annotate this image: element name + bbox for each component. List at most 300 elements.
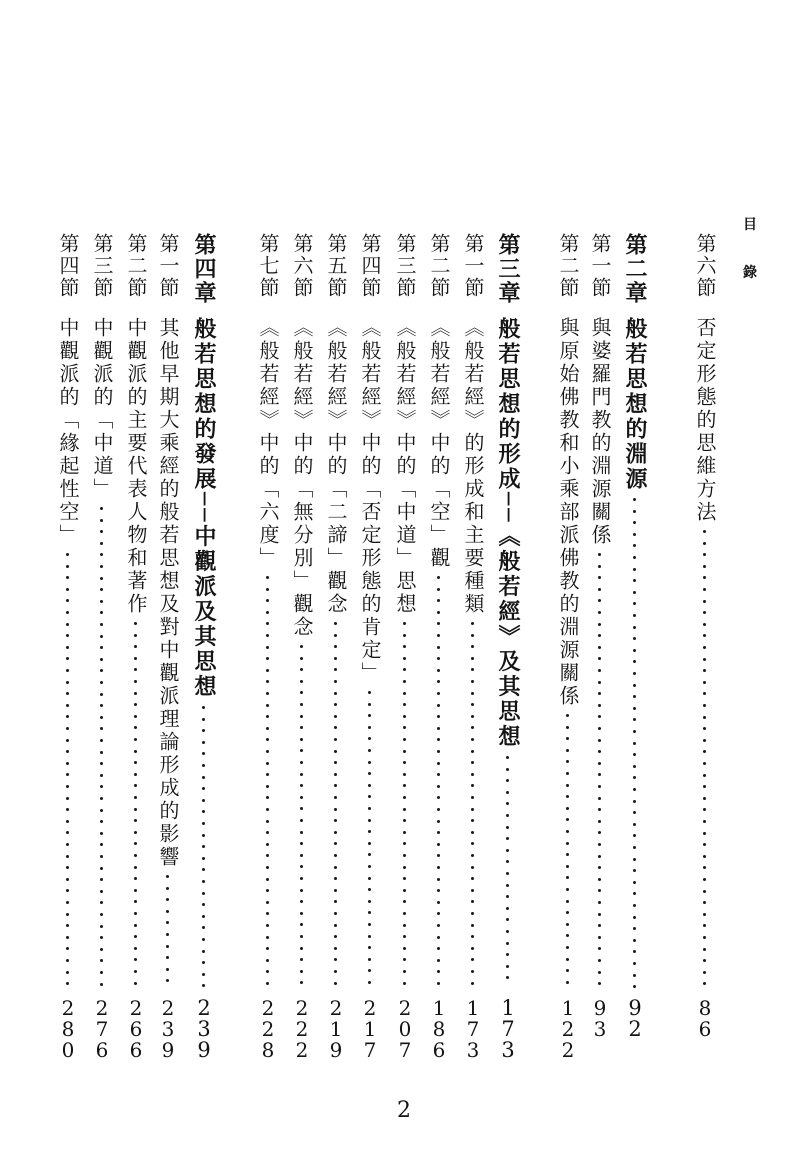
- leader-dot: [334, 808, 337, 811]
- entry-page-number: [493, 998, 523, 1061]
- leader-dot: [403, 715, 406, 718]
- leader-dot: [66, 599, 69, 602]
- leader-dot: [100, 658, 103, 661]
- leader-dot: [100, 553, 103, 556]
- leader-dot: [566, 958, 569, 961]
- leader-dot: [403, 854, 406, 857]
- leader-dot: [100, 623, 103, 626]
- toc-section-entry[interactable]: [355, 233, 385, 1073]
- toc-chapter-entry[interactable]: [620, 233, 650, 1073]
- dot-leader: [300, 645, 304, 988]
- dot-leader: [266, 576, 270, 988]
- leader-dot: [566, 795, 569, 798]
- leader-dot: [202, 973, 205, 976]
- leader-dot: [334, 715, 337, 718]
- leader-dot: [566, 784, 569, 787]
- leader-dot: [471, 657, 474, 660]
- leader-dot: [334, 657, 337, 660]
- page-digit: 2: [261, 1017, 275, 1041]
- leader-dot: [471, 622, 474, 625]
- leader-dot: [403, 970, 406, 973]
- page-digit: 6: [698, 1017, 712, 1041]
- leader-dot: [266, 738, 269, 741]
- leader-dot: [334, 842, 337, 845]
- leader-dot: [598, 576, 601, 579]
- leader-dot: [437, 982, 440, 985]
- leader-dot: [471, 900, 474, 903]
- page-digit: 2: [161, 996, 175, 1020]
- leader-dot: [100, 577, 103, 580]
- leader-dot: [300, 657, 303, 660]
- leader-dot: [266, 599, 269, 602]
- leader-dot: [368, 795, 371, 798]
- leader-dot: [506, 814, 509, 817]
- leader-dot: [368, 969, 371, 972]
- leader-dot: [100, 936, 103, 939]
- entry-label: 第六節: [290, 233, 314, 299]
- leader-dot: [703, 901, 706, 904]
- leader-dot: [100, 925, 103, 928]
- toc-section-entry[interactable]: [287, 233, 317, 1073]
- leader-dot: [598, 773, 601, 776]
- leader-dot: [703, 530, 706, 533]
- leader-dot: [134, 761, 137, 764]
- leader-dot: [403, 726, 406, 729]
- leader-dot: [134, 715, 137, 718]
- entry-title: 《般若經》中的「六度」: [256, 317, 280, 570]
- leader-dot: [66, 669, 69, 672]
- leader-dot: [403, 889, 406, 892]
- leader-dot: [437, 657, 440, 660]
- page-digit: 2: [295, 1038, 309, 1062]
- leader-dot: [166, 933, 169, 936]
- leader-dot: [134, 842, 137, 845]
- leader-dot: [437, 634, 440, 637]
- leader-dot: [134, 634, 137, 637]
- leader-dot: [100, 565, 103, 568]
- leader-dot: [334, 622, 337, 625]
- leader-dot: [202, 984, 205, 987]
- entry-title: 其他早期大乘經的般若思想及對中觀派理論形成的影響: [156, 317, 180, 869]
- leader-dot: [368, 703, 371, 706]
- leader-dot: [471, 877, 474, 880]
- leader-dot: [202, 903, 205, 906]
- leader-dot: [134, 750, 137, 753]
- leader-dot: [598, 924, 601, 927]
- page-digit: 1: [561, 996, 575, 1020]
- leader-dot: [471, 970, 474, 973]
- leader-dot: [66, 715, 69, 718]
- page-digit: 2: [61, 996, 75, 1020]
- leader-dot: [334, 750, 337, 753]
- leader-dot: [633, 811, 636, 814]
- leader-dot: [598, 843, 601, 846]
- leader-dot: [566, 726, 569, 729]
- leader-dot: [506, 802, 509, 805]
- leader-dot: [471, 715, 474, 718]
- leader-dot: [598, 808, 601, 811]
- leader-dot: [368, 819, 371, 822]
- toc-section-entry[interactable]: [458, 233, 488, 1073]
- page-digit: 8: [432, 1017, 446, 1041]
- leader-dot: [437, 866, 440, 869]
- page-digit: 2: [628, 1017, 642, 1041]
- toc-section-entry[interactable]: [424, 233, 454, 1073]
- leader-dot: [266, 704, 269, 707]
- leader-dot: [134, 924, 137, 927]
- leader-dot: [134, 889, 137, 892]
- leader-dot: [566, 923, 569, 926]
- leader-dot: [437, 680, 440, 683]
- leader-dot: [633, 649, 636, 652]
- leader-dot: [506, 779, 509, 782]
- entry-page-number: [690, 998, 720, 1040]
- entry-title: 《般若經》中的「無分別」觀念: [290, 317, 314, 639]
- page-digit: 6: [129, 1017, 143, 1041]
- page-digit: 7: [501, 1017, 515, 1041]
- toc-section-entry[interactable]: [153, 233, 183, 1073]
- leader-dot: [506, 860, 509, 863]
- leader-dot: [266, 889, 269, 892]
- entry-label: 第五節: [324, 233, 348, 299]
- leader-dot: [202, 787, 205, 790]
- leader-dot: [703, 832, 706, 835]
- leader-dot: [437, 843, 440, 846]
- page-digit: 2: [197, 996, 211, 1020]
- leader-dot: [703, 542, 706, 545]
- leader-dot: [134, 935, 137, 938]
- entry-title: 《般若經》中的「空」觀: [427, 317, 451, 570]
- leader-dot: [633, 591, 636, 594]
- leader-dot: [471, 703, 474, 706]
- toc-section-entry[interactable]: [53, 233, 83, 1073]
- leader-dot: [598, 565, 601, 568]
- leader-dot: [334, 692, 337, 695]
- leader-dot: [134, 900, 137, 903]
- leader-dot: [598, 785, 601, 788]
- leader-dot: [598, 588, 601, 591]
- leader-dot: [368, 981, 371, 984]
- leader-dot: [703, 704, 706, 707]
- entry-page-number: [121, 998, 151, 1061]
- leader-dot: [471, 668, 474, 671]
- page-digit: 6: [129, 1038, 143, 1062]
- leader-dot: [598, 611, 601, 614]
- leader-dot: [598, 634, 601, 637]
- leader-dot: [703, 774, 706, 777]
- leader-dot: [368, 888, 371, 891]
- leader-dot: [66, 588, 69, 591]
- leader-dot: [368, 761, 371, 764]
- leader-dot: [703, 959, 706, 962]
- leader-dot: [598, 553, 601, 556]
- leader-dot: [703, 982, 706, 985]
- page-digit: 2: [95, 996, 109, 1020]
- leader-dot: [403, 958, 406, 961]
- leader-dot: [334, 796, 337, 799]
- leader-dot: [266, 820, 269, 823]
- leader-dot: [266, 576, 269, 579]
- leader-dot: [266, 646, 269, 649]
- leader-dot: [334, 784, 337, 787]
- leader-dot: [300, 877, 303, 880]
- leader-dot: [598, 704, 601, 707]
- leader-dot: [300, 923, 303, 926]
- leader-dot: [633, 707, 636, 710]
- entry-label: 第一節: [156, 233, 180, 299]
- entry-label: 第二節: [556, 233, 580, 299]
- leader-dot: [633, 927, 636, 930]
- toc-section-entry[interactable]: [121, 233, 151, 1073]
- leader-dot: [703, 750, 706, 753]
- leader-dot: [403, 819, 406, 822]
- leader-dot: [633, 510, 636, 513]
- leader-dot: [403, 773, 406, 776]
- entry-label: 第一節: [461, 233, 485, 299]
- toc-section-entry[interactable]: [321, 233, 351, 1073]
- leader-dot: [66, 901, 69, 904]
- toc-section-entry[interactable]: [87, 233, 117, 1073]
- page-digit: 2: [295, 1017, 309, 1041]
- leader-dot: [266, 657, 269, 660]
- leader-dot: [266, 901, 269, 904]
- entry-label: 第二節: [427, 233, 451, 299]
- leader-dot: [334, 866, 337, 869]
- leader-dot: [598, 715, 601, 718]
- page-digit: 7: [363, 1038, 377, 1062]
- entry-title: 與原始佛教和小乘部派佛教的淵源關係: [556, 317, 580, 708]
- leader-dot: [703, 600, 706, 603]
- leader-dot: [703, 808, 706, 811]
- leader-dot: [166, 910, 169, 913]
- entry-page-number: [390, 998, 420, 1061]
- page-digit: 9: [593, 996, 607, 1020]
- dot-leader: [202, 706, 206, 988]
- leader-dot: [566, 934, 569, 937]
- leader-dot: [598, 657, 601, 660]
- dot-leader: [334, 622, 338, 988]
- page-digit: 2: [129, 996, 143, 1020]
- leader-dot: [134, 947, 137, 950]
- leader-dot: [66, 576, 69, 579]
- leader-dot: [437, 704, 440, 707]
- leader-dot: [633, 985, 636, 988]
- leader-dot: [703, 681, 706, 684]
- entry-title: 與婆羅門教的淵源關係: [588, 317, 612, 547]
- leader-dot: [134, 866, 137, 869]
- leader-dot: [471, 982, 474, 985]
- leader-dot: [703, 553, 706, 556]
- leader-dot: [368, 900, 371, 903]
- leader-dot: [703, 924, 706, 927]
- leader-dot: [403, 808, 406, 811]
- leader-dot: [506, 826, 509, 829]
- toc-section-entry[interactable]: [690, 233, 720, 1073]
- leader-dot: [100, 507, 103, 510]
- leader-dot: [202, 741, 205, 744]
- leader-dot: [300, 947, 303, 950]
- leader-dot: [202, 822, 205, 825]
- leader-dot: [134, 726, 137, 729]
- leader-dot: [703, 971, 706, 974]
- page-digit: 9: [628, 996, 642, 1020]
- leader-dot: [633, 788, 636, 791]
- leader-dot: [66, 913, 69, 916]
- leader-dot: [437, 692, 440, 695]
- leader-dot: [100, 542, 103, 545]
- leader-dot: [471, 773, 474, 776]
- page-digit: 7: [466, 1017, 480, 1041]
- entry-page-number: [53, 998, 83, 1061]
- leader-dot: [633, 892, 636, 895]
- toc-chapter-entry[interactable]: [189, 233, 219, 1073]
- leader-dot: [403, 982, 406, 985]
- leader-dot: [633, 881, 636, 884]
- leader-dot: [703, 820, 706, 823]
- leader-dot: [598, 866, 601, 869]
- toc-section-entry[interactable]: [585, 233, 615, 1073]
- leader-dot: [100, 762, 103, 765]
- leader-dot: [266, 796, 269, 799]
- leader-dot: [166, 956, 169, 959]
- leader-dot: [403, 877, 406, 880]
- leader-dot: [471, 866, 474, 869]
- leader-dot: [300, 691, 303, 694]
- leader-dot: [134, 692, 137, 695]
- leader-dot: [368, 714, 371, 717]
- leader-dot: [566, 888, 569, 891]
- leader-dot: [437, 576, 440, 579]
- leader-dot: [506, 768, 509, 771]
- leader-dot: [506, 895, 509, 898]
- leader-dot: [202, 845, 205, 848]
- leader-dot: [100, 959, 103, 962]
- leader-dot: [566, 900, 569, 903]
- leader-dot: [202, 938, 205, 941]
- entry-label: 第六節: [693, 233, 717, 299]
- leader-dot: [566, 876, 569, 879]
- leader-dot: [598, 971, 601, 974]
- entry-page-number: [458, 998, 488, 1061]
- leader-dot: [334, 645, 337, 648]
- page-digit: 3: [197, 1017, 211, 1041]
- leader-dot: [100, 588, 103, 591]
- leader-dot: [134, 773, 137, 776]
- leader-dot: [703, 762, 706, 765]
- leader-dot: [368, 946, 371, 949]
- leader-dot: [368, 749, 371, 752]
- leader-dot: [598, 901, 601, 904]
- leader-dot: [134, 738, 137, 741]
- leader-dot: [471, 738, 474, 741]
- leader-dot: [66, 982, 69, 985]
- leader-dot: [598, 646, 601, 649]
- dot-leader: [633, 498, 637, 988]
- leader-dot: [66, 623, 69, 626]
- leader-dot: [403, 935, 406, 938]
- leader-dot: [437, 831, 440, 834]
- leader-dot: [66, 739, 69, 742]
- leader-dot: [703, 565, 706, 568]
- page-digit: 3: [593, 1017, 607, 1041]
- leader-dot: [266, 878, 269, 881]
- leader-dot: [633, 858, 636, 861]
- leader-dot: [368, 865, 371, 868]
- leader-dot: [633, 904, 636, 907]
- leader-dot: [266, 680, 269, 683]
- toc-section-entry[interactable]: [390, 233, 420, 1073]
- leader-dot: [403, 947, 406, 950]
- leader-dot: [100, 913, 103, 916]
- leader-dot: [66, 727, 69, 730]
- entry-page-number: [321, 998, 351, 1061]
- leader-dot: [166, 921, 169, 924]
- leader-dot: [300, 645, 303, 648]
- leader-dot: [66, 947, 69, 950]
- toc-section-entry[interactable]: [553, 233, 583, 1073]
- page-digit: 2: [295, 996, 309, 1020]
- leader-dot: [300, 900, 303, 903]
- leader-dot: [66, 565, 69, 568]
- leader-dot: [300, 970, 303, 973]
- entry-page-number: [620, 998, 650, 1040]
- leader-dot: [368, 830, 371, 833]
- leader-dot: [368, 726, 371, 729]
- entry-label: 第三章: [495, 233, 521, 305]
- leader-dot: [633, 695, 636, 698]
- leader-dot: [334, 634, 337, 637]
- leader-dot: [300, 854, 303, 857]
- leader-dot: [300, 807, 303, 810]
- entry-title: 《般若經》中的「中道」思想: [393, 317, 417, 616]
- leader-dot: [703, 948, 706, 951]
- leader-dot: [300, 715, 303, 718]
- leader-dot: [66, 553, 69, 556]
- leader-dot: [703, 623, 706, 626]
- page-digit: 9: [161, 1038, 175, 1062]
- toc-section-entry[interactable]: [253, 233, 283, 1073]
- page-digit: 6: [95, 1038, 109, 1062]
- leader-dot: [703, 890, 706, 893]
- leader-dot: [598, 959, 601, 962]
- leader-dot: [368, 772, 371, 775]
- leader-dot: [471, 958, 474, 961]
- leader-dot: [703, 658, 706, 661]
- leader-dot: [166, 898, 169, 901]
- leader-dot: [703, 739, 706, 742]
- leader-dot: [134, 831, 137, 834]
- leader-dot: [471, 831, 474, 834]
- entry-page-number: [87, 998, 117, 1061]
- page-digit: 0: [61, 1038, 75, 1062]
- leader-dot: [66, 808, 69, 811]
- leader-dot: [403, 750, 406, 753]
- page-digit: 9: [197, 1038, 211, 1062]
- leader-dot: [506, 965, 509, 968]
- leader-dot: [266, 611, 269, 614]
- leader-dot: [598, 623, 601, 626]
- leader-dot: [566, 865, 569, 868]
- leader-dot: [598, 669, 601, 672]
- toc-chapter-entry[interactable]: [493, 233, 523, 1073]
- leader-dot: [300, 703, 303, 706]
- leader-dot: [66, 762, 69, 765]
- leader-dot: [66, 878, 69, 881]
- running-head-char-2: 錄: [743, 265, 757, 281]
- dot-leader: [403, 622, 407, 988]
- leader-dot: [633, 846, 636, 849]
- page-digit: 2: [561, 1017, 575, 1041]
